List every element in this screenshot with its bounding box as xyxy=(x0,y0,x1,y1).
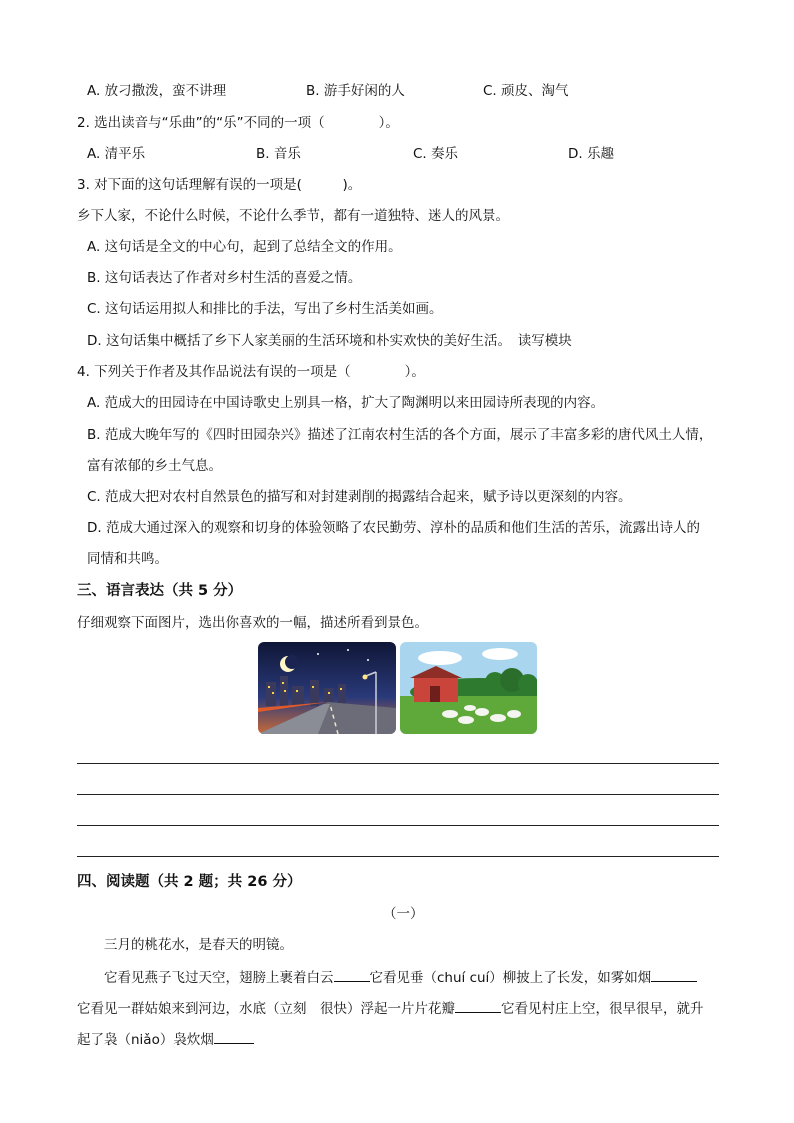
q3-option-d: D. 这句话集中概括了乡下人家美丽的生活环境和朴实欢快的美好生活。 读写模块 xyxy=(87,333,572,349)
q4-option-a: A. 范成大的田园诗在中国诗歌史上别具一格，扩大了陶渊明以来田园诗所表现的内容。 xyxy=(87,395,605,411)
section4-heading: 四、阅读题（共 2 题；共 26 分） xyxy=(77,874,302,890)
q3-option-a: A. 这句话是全文的中心句，起到了总结全文的作用。 xyxy=(87,239,402,255)
passage-paragraph-2-end xyxy=(77,1029,254,1050)
q4-option-c: C. 范成大把对农村自然景色的描写和对封建剥削的揭露结合起来，赋予诗以更深刻的内容。 xyxy=(87,489,632,505)
q2-stem: 2. 选出读音与“乐曲”的“乐”不同的一项（ ）。 xyxy=(77,115,399,131)
fill-blank-4[interactable] xyxy=(214,1029,254,1044)
q4-option-d-line2: 同情和共鸣。 xyxy=(87,551,168,567)
q4-option-b-line1: B. 范成大晚年写的《四时田园杂兴》描述了江南农村生活的各个方面，展示了丰富多彩的唐代风土人情， xyxy=(87,427,713,443)
q4-stem: 4. 下列关于作者及其作品说法有误的一项是（ ）。 xyxy=(77,364,425,380)
fill-blank-3[interactable] xyxy=(455,998,501,1013)
answer-line-3[interactable] xyxy=(77,825,719,826)
q1-option-c: C. 顽皮、淘气 xyxy=(483,83,569,99)
q2-option-a: A. 清平乐 xyxy=(87,146,146,162)
passage-paragraph-2-cont xyxy=(77,998,704,1019)
passage-text: 它看见垂（chuí cuí）柳披上了长发，如雾如烟 xyxy=(369,970,652,986)
q2-option-b: B. 音乐 xyxy=(256,146,301,162)
passage-text: 它看见燕子飞过天空，翅膀上裹着白云 xyxy=(104,970,334,986)
q2-option-c: C. 奏乐 xyxy=(413,146,459,162)
answer-line-4[interactable] xyxy=(77,856,719,857)
q2-option-d: D. 乐趣 xyxy=(568,146,614,162)
night-city-picture xyxy=(258,642,396,734)
q3-stem: 3. 对下面的这句话理解有误的一项是( )。 xyxy=(77,177,362,193)
section3-instruction: 仔细观察下面图片，选出你喜欢的一幅，描述所看到景色。 xyxy=(77,615,428,631)
passage-paragraph-1: 三月的桃花水，是春天的明镜。 xyxy=(104,937,293,953)
q4-option-d-line1: D. 范成大通过深入的观察和切身的体验领略了农民勤劳、淳朴的品质和他们生活的苦乐，流露出诗人的 xyxy=(87,520,700,536)
passage-text: 起了袅（niǎo）袅炊烟 xyxy=(77,1032,214,1048)
passage-paragraph-2 xyxy=(104,967,697,988)
answer-line-1[interactable] xyxy=(77,763,719,764)
q3-option-b: B. 这句话表达了作者对乡村生活的喜爱之情。 xyxy=(87,270,362,286)
section3-heading: 三、语言表达（共 5 分） xyxy=(77,583,243,599)
passage-subtitle: （一） xyxy=(383,906,424,922)
q3-option-c: C. 这句话运用拟人和排比的手法，写出了乡村生活美如画。 xyxy=(87,301,443,317)
fill-blank-1[interactable] xyxy=(334,967,370,982)
answer-line-2[interactable] xyxy=(77,794,719,795)
fill-blank-2[interactable] xyxy=(651,967,697,982)
q3-quote: 乡下人家，不论什么时候，不论什么季节，都有一道独特、迷人的风景。 xyxy=(77,208,509,224)
q1-option-b: B. 游手好闲的人 xyxy=(306,83,405,99)
meadow-sheep-picture xyxy=(400,642,537,734)
q4-option-b-line2: 富有浓郁的乡土气息。 xyxy=(87,458,222,474)
passage-text: 它看见村庄上空，很早很早，就升 xyxy=(501,1001,704,1017)
passage-text: 它看见一群姑娘来到河边，水底（立刻 很快）浮起一片片花瓣 xyxy=(77,1001,455,1017)
q1-option-a: A. 放刁撒泼，蛮不讲理 xyxy=(87,83,227,99)
